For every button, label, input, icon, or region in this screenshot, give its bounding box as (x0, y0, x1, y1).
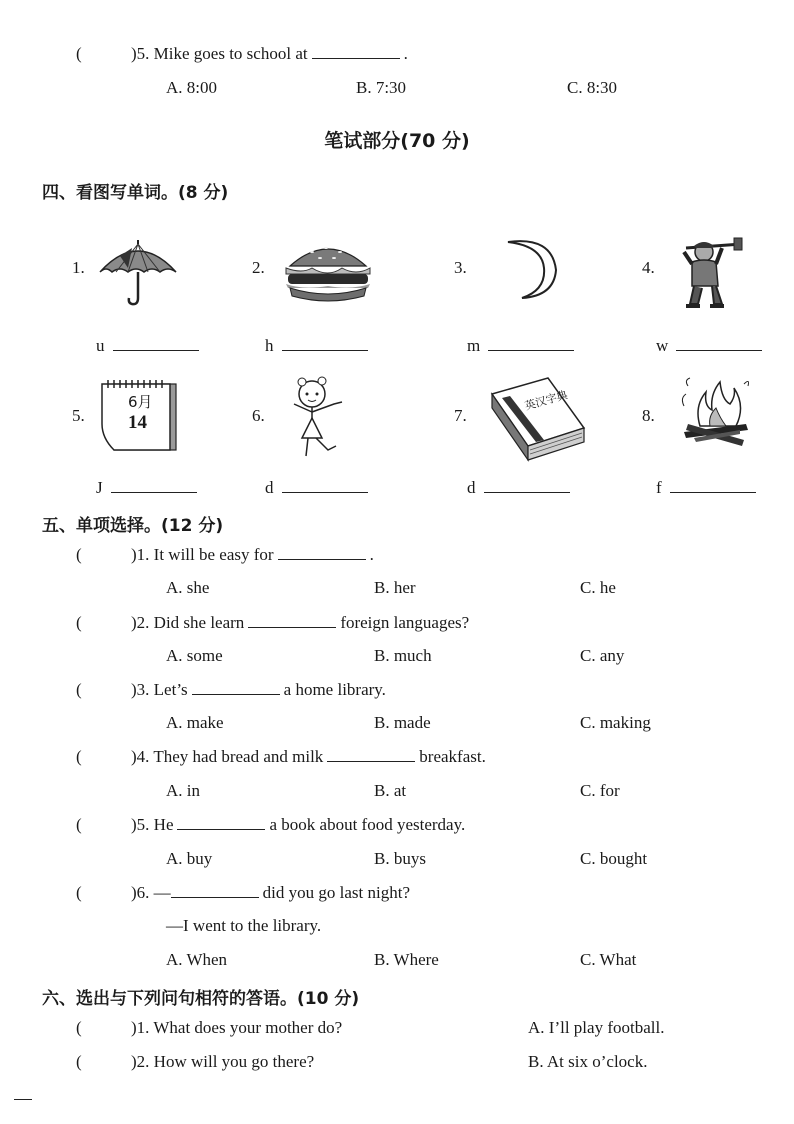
answer-option: B. At six o’clock. (528, 1052, 648, 1071)
option-c: C. for (580, 781, 620, 800)
umbrella-icon (98, 238, 178, 308)
option-b: B. much (374, 646, 432, 665)
item-number: 8. (642, 406, 655, 425)
word-hint (96, 336, 199, 356)
answer-blank[interactable] (248, 626, 336, 628)
item-number: 6. (252, 406, 265, 425)
question-text: )1. What does your mother do? (131, 1018, 343, 1037)
item-number: 3. (454, 258, 467, 277)
moon-icon (498, 236, 560, 300)
worker-icon (672, 234, 746, 312)
word-answer-line[interactable] (282, 350, 368, 351)
section-6-title: 六、选出与下列问句相符的答语。(10 分) (42, 989, 360, 1009)
item-number: 7. (454, 406, 467, 425)
option-c: C. What (580, 950, 637, 969)
answer-blank[interactable] (312, 57, 400, 59)
question-prefix: )5. He (131, 815, 174, 834)
paren-open: ( (76, 815, 82, 834)
word-answer-line[interactable] (676, 350, 762, 351)
paren-open: ( (76, 1052, 82, 1071)
option-b: B. buys (374, 849, 426, 868)
option-b: B. 7:30 (356, 78, 407, 97)
question-prefix: )3. Let’s (131, 680, 188, 699)
option-c: C. bought (580, 849, 648, 868)
option-a: A. When (166, 950, 228, 969)
hint-letter: J (96, 478, 103, 497)
option-b: B. Where (374, 950, 439, 969)
hint-letter: h (265, 336, 274, 355)
question-text (131, 747, 486, 767)
calendar-day: 14 (128, 412, 147, 433)
hamburger-icon (282, 238, 374, 306)
paren-open: ( (76, 680, 82, 699)
question-suffix: . (369, 545, 374, 564)
answer-blank[interactable] (177, 828, 265, 830)
section-5-title: 五、单项选择。(12 分) (42, 516, 224, 536)
word-hint (96, 478, 197, 498)
question-prefix: )6. — (131, 883, 171, 902)
question-prefix: )2. Did she learn (131, 613, 245, 632)
hint-letter: u (96, 336, 105, 355)
answer-blank[interactable] (278, 558, 366, 560)
dancing-girl-icon (282, 374, 358, 460)
item-number: 5. (72, 406, 85, 425)
fire-icon (680, 376, 754, 450)
section-4-title: 四、看图写单词。(8 分) (42, 183, 229, 203)
answer-blank[interactable] (192, 693, 280, 695)
option-a: A. buy (166, 849, 213, 868)
option-c: C. any (580, 646, 625, 665)
option-b: B. at (374, 781, 407, 800)
calendar-month: 6月 (128, 393, 153, 411)
dictionary-title: 英汉字典 (523, 388, 570, 413)
word-hint (467, 478, 570, 498)
answer-option: A. I’ll play football. (528, 1018, 665, 1037)
word-hint (467, 336, 574, 356)
question-text (131, 815, 465, 835)
item-number: 2. (252, 258, 265, 277)
option-c: C. making (580, 713, 651, 732)
dictionary-icon (488, 374, 588, 460)
option-a: A. make (166, 713, 224, 732)
word-answer-line[interactable] (484, 492, 570, 493)
option-b: B. her (374, 578, 416, 597)
question-text: )2. How will you go there? (131, 1052, 315, 1071)
option-a: A. some (166, 646, 223, 665)
question-text (131, 613, 469, 633)
word-answer-line[interactable] (670, 492, 756, 493)
hint-letter: d (265, 478, 274, 497)
word-hint (265, 336, 368, 356)
option-a: A. in (166, 781, 200, 800)
word-hint (656, 478, 756, 498)
word-answer-line[interactable] (282, 492, 368, 493)
question-end: . (403, 44, 408, 63)
word-answer-line[interactable] (113, 350, 199, 351)
hint-letter: w (656, 336, 669, 355)
word-answer-line[interactable] (488, 350, 574, 351)
hint-letter: m (467, 336, 481, 355)
question-suffix: a book about food yesterday. (269, 815, 466, 834)
answer-blank[interactable] (327, 760, 415, 762)
question-prefix: )1. It will be easy for (131, 545, 274, 564)
question-text (131, 680, 386, 700)
word-hint (656, 336, 762, 356)
option-c: C. he (580, 578, 616, 597)
answer-blank[interactable] (171, 896, 259, 898)
calendar-icon (100, 378, 178, 452)
option-a: A. she (166, 578, 210, 597)
paren-open: ( (76, 747, 82, 766)
question-prefix: )5. Mike goes to school at (131, 44, 308, 63)
question-suffix: breakfast. (419, 747, 486, 766)
question-text (131, 545, 374, 565)
item-number: 1. (72, 258, 85, 277)
paren-open: ( (76, 613, 82, 632)
question-suffix: did you go last night? (262, 883, 410, 902)
option-a: A. 8:00 (166, 78, 217, 97)
page-footer-mark (14, 1099, 32, 1100)
answer-line: —I went to the library. (166, 916, 322, 935)
word-answer-line[interactable] (111, 492, 197, 493)
question-suffix: a home library. (283, 680, 386, 699)
paren-open: ( (76, 545, 82, 564)
question-prefix: )4. They had bread and milk (131, 747, 324, 766)
option-c: C. 8:30 (567, 78, 618, 97)
paren-open: ( (76, 44, 82, 63)
hint-letter: f (656, 478, 662, 497)
hint-letter: d (467, 478, 476, 497)
written-part-title: 笔试部分(70 分) (324, 130, 470, 152)
question-text (131, 883, 410, 903)
word-hint (265, 478, 368, 498)
option-b: B. made (374, 713, 431, 732)
question-suffix: foreign languages? (340, 613, 470, 632)
paren-open: ( (76, 1018, 82, 1037)
paren-open: ( (76, 883, 82, 902)
item-number: 4. (642, 258, 655, 277)
question-text (131, 44, 408, 64)
